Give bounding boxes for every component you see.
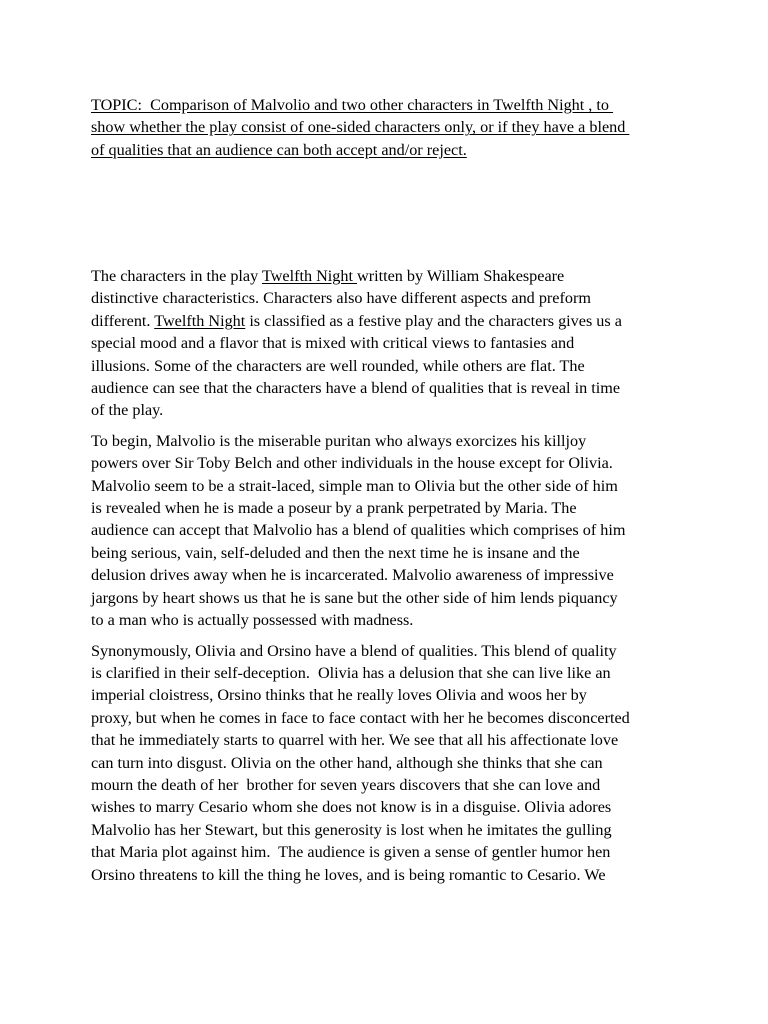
topic-heading (91, 94, 691, 161)
paragraph-line: Malvolio seem to be a strait-laced, simple man to Olivia but the other side of him (91, 476, 618, 495)
paragraph-line: Malvolio has her Stewart, but this generosity is lost when he imitates the gulling (91, 820, 612, 839)
paragraph-line: special mood and a flavor that is mixed with critical views to fantasies and (91, 334, 575, 353)
topic-line: TOPIC: Comparison of Malvolio and two other characters in Twelfth Night , to (91, 96, 614, 114)
paragraph-line: that he immediately starts to quarrel with her. We see that all his affectionate love (91, 731, 619, 750)
paragraph-line (91, 310, 691, 332)
paragraph-line: to a man who is actually possessed with madness. (91, 611, 414, 630)
paragraph-intro (91, 265, 691, 422)
paragraph-line: jargons by heart shows us that he is sane but the other side of him lends piquancy (91, 588, 618, 607)
essay-body (91, 265, 691, 894)
paragraph-malvolio (91, 430, 691, 632)
paragraph-line: being serious, vain, self-deluded and then the next time he is insane and the (91, 543, 580, 562)
paragraph-line: audience can accept that Malvolio has a blend of qualities which comprises of him (91, 521, 626, 540)
paragraph-line: is revealed when he is made a poseur by a prank perpetrated by Maria. The (91, 499, 577, 518)
paragraph-line: mourn the death of her brother for seven years discovers that she can love and (91, 775, 601, 794)
paragraph-line: Orsino threatens to kill the thing he loves, and is being romantic to Cesario. We (91, 865, 606, 884)
paragraph-line: To begin, Malvolio is the miserable puritan who always exorcizes his killjoy (91, 431, 587, 450)
text-run: is classified as a festive play and the characters gives us a (245, 311, 622, 330)
paragraph-line: Synonymously, Olivia and Orsino have a blend of qualities. This blend of quality (91, 641, 617, 660)
topic-line: show whether the play consist of one-sided characters only, or if they have a blend (91, 118, 630, 137)
play-title: Twelfth Night (261, 267, 358, 285)
paragraph-line: powers over Sir Toby Belch and other individuals in the house except for Olivia. (91, 454, 613, 473)
paragraph-line: delusion drives away when he is incarcerated. Malvolio awareness of impressive (91, 566, 614, 585)
paragraph-line: distinctive characteristics. Characters also have different aspects and preform (91, 289, 591, 308)
topic-line: of qualities that an audience can both accept and/or reject. (91, 140, 467, 159)
paragraph-line: is clarified in their self-deception. Olivia has a delusion that she can live like an (91, 663, 611, 682)
paragraph-line: proxy, but when he comes in face to face contact with her he becomes disconcerted (91, 708, 630, 727)
paragraph-olivia-orsino (91, 640, 691, 886)
paragraph-line: that Maria plot against him. The audience is given a sense of gentler humor hen (91, 843, 611, 862)
paragraph-line: can turn into disgust. Olivia on the other hand, although she thinks that she can (91, 753, 603, 772)
text-run: The characters in the play (91, 267, 262, 285)
paragraph-line: wishes to marry Cesario whom she does not know is in a disguise. Olivia adores (91, 798, 612, 817)
paragraph-line: audience can see that the characters have a blend of qualities that is reveal in time (91, 379, 621, 398)
paragraph-line: of the play. (91, 401, 164, 420)
paragraph-line: illusions. Some of the characters are well rounded, while others are flat. The (91, 356, 585, 375)
play-title: Twelfth Night (154, 311, 246, 330)
text-run: different. (91, 311, 155, 330)
text-run: written by William Shakespeare (357, 267, 565, 285)
paragraph-line (91, 265, 691, 287)
paragraph-line: imperial cloistress, Orsino thinks that he really loves Olivia and woos her by (91, 686, 587, 705)
